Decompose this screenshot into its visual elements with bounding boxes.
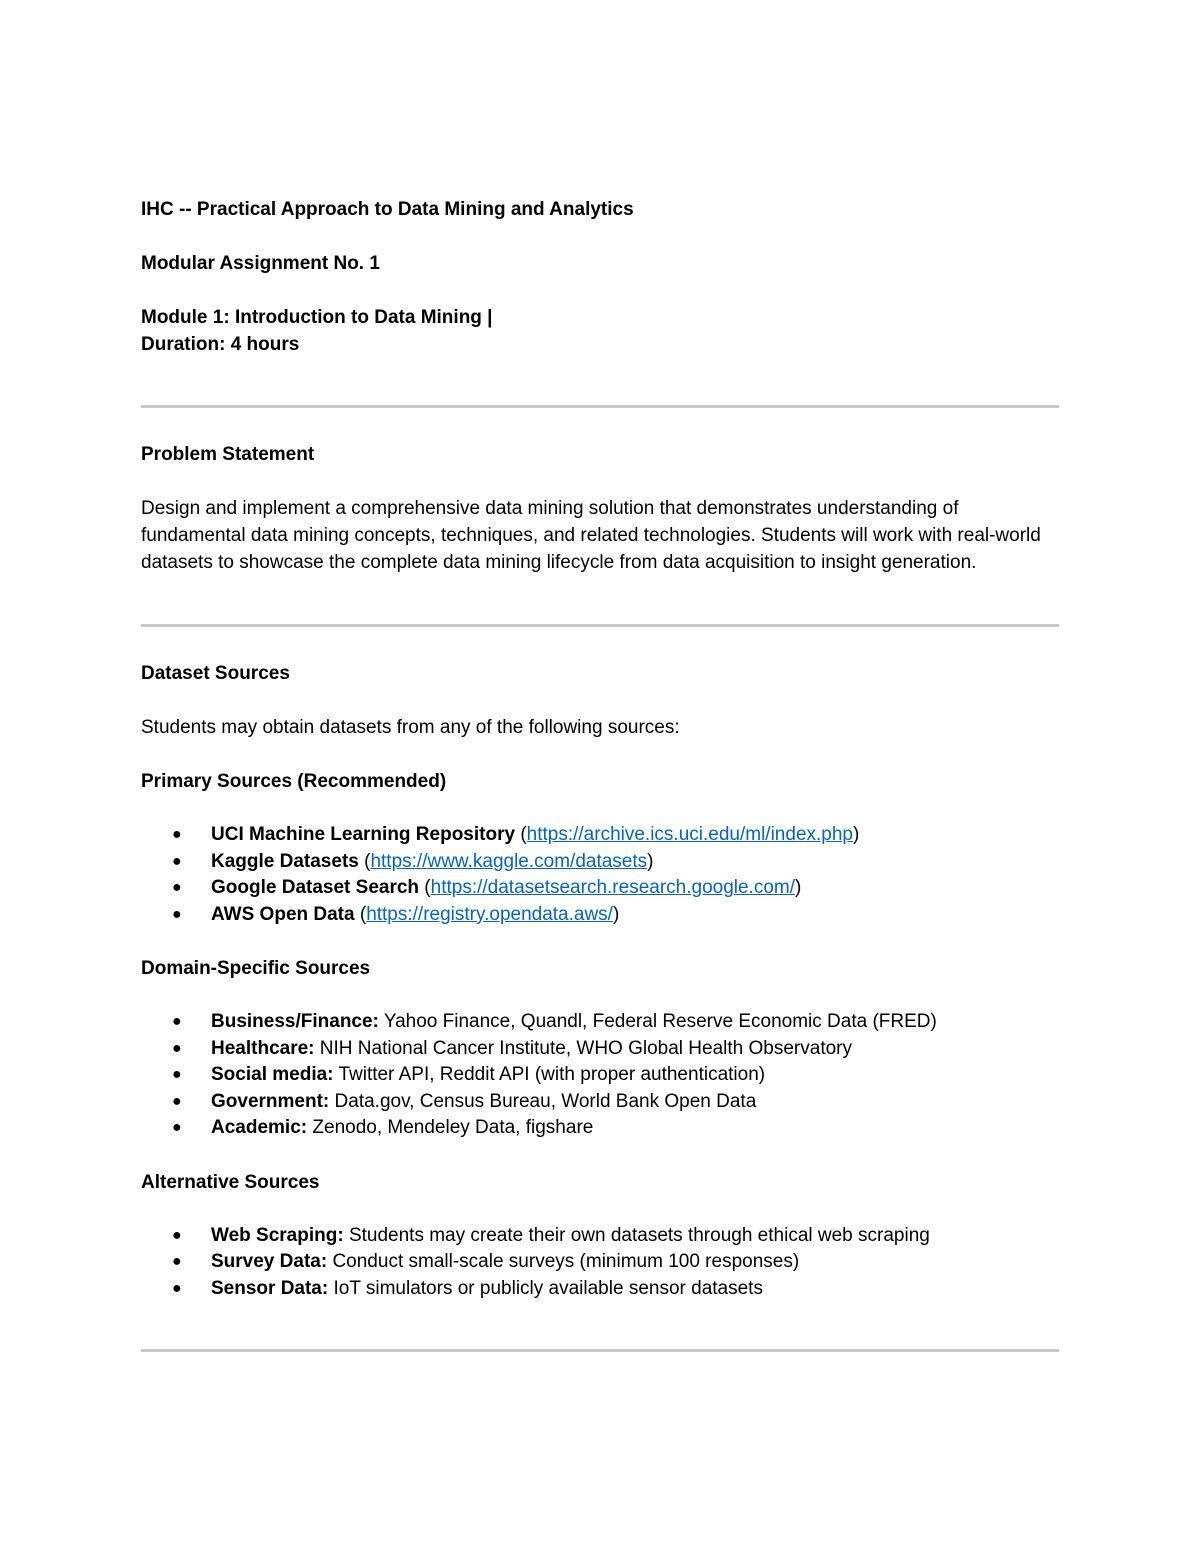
list-item: ● Government: Data.gov, Census Bureau, World Bank Open Data — [141, 1089, 1059, 1116]
domain-sources-heading: Domain-Specific Sources — [141, 958, 371, 979]
bullet-icon: ● — [172, 1226, 182, 1244]
bullet-icon: ● — [172, 1013, 182, 1030]
source-link[interactable]: https://registry.opendata.aws/ — [366, 903, 613, 925]
alternative-sources-list — [141, 1223, 1059, 1303]
duration-label: Duration: 4 hours — [141, 334, 300, 355]
assignment-title: Modular Assignment No. 1 — [141, 253, 380, 274]
bullet-icon: ● — [172, 1119, 182, 1136]
list-item: ● Kaggle Datasets (https://www.kaggle.com/datasets) — [141, 849, 1059, 876]
section-divider — [141, 1349, 1059, 1352]
list-item: ● Sensor Data: IoT simulators or publicly available sensor datasets — [141, 1276, 1059, 1303]
list-item: ● Healthcare: NIH National Cancer Institute, WHO Global Health Observatory — [141, 1036, 1059, 1063]
bullet-icon: ● — [172, 1253, 182, 1270]
list-item: ● Academic: Zenodo, Mendeley Data, figshare — [141, 1115, 1059, 1142]
datasets-intro: Students may obtain datasets from any of the following sources: — [141, 717, 680, 738]
domain-sources-list — [141, 1009, 1059, 1142]
bullet-icon: ● — [172, 826, 182, 843]
bullet-icon: ● — [172, 1066, 182, 1083]
datasets-heading: Dataset Sources — [141, 663, 290, 684]
module-title: Module 1: Introduction to Data Mining | — [141, 307, 493, 328]
list-item: ● Survey Data: Conduct small-scale surveys (minimum 100 responses) — [141, 1249, 1059, 1276]
bullet-icon: ● — [172, 879, 182, 896]
document-content — [141, 196, 1059, 1352]
bullet-icon: ● — [172, 905, 182, 923]
list-item: ● Web Scraping: Students may create their own datasets through ethical web scraping — [141, 1223, 1059, 1250]
source-link[interactable]: https://www.kaggle.com/datasets — [370, 850, 648, 872]
source-link[interactable]: https://datasetsearch.research.google.com/ — [430, 877, 796, 898]
list-item: ● Business/Finance: Yahoo Finance, Quandl, Federal Reserve Economic Data (FRED) — [141, 1009, 1059, 1036]
alternative-sources-heading: Alternative Sources — [141, 1171, 320, 1193]
list-item: ● Google Dataset Search (https://datasetsearch.research.google.com/) — [141, 875, 1059, 902]
primary-sources-list — [141, 822, 1059, 928]
list-item: ● Social media: Twitter API, Reddit API (with proper authentication) — [141, 1062, 1059, 1089]
primary-sources-heading: Primary Sources (Recommended) — [141, 771, 447, 792]
bullet-icon: ● — [172, 1279, 182, 1297]
problem-heading: Problem Statement — [141, 444, 315, 465]
problem-text: Design and implement a comprehensive data mining solution that demonstrates understanding of fundamental data mining concepts, techniques, and related technologies. Students will work with real-world datasets to showcase the complete data mining lifecycle from data acquisition to insight generation. — [141, 498, 1041, 573]
course-title: IHC -- Practical Approach to Data Mining and Analytics — [141, 199, 634, 220]
bullet-icon: ● — [172, 1039, 182, 1057]
list-item: ● AWS Open Data (https://registry.opendata.aws/) — [141, 902, 1059, 929]
source-link[interactable]: https://archive.ics.uci.edu/ml/index.php — [526, 824, 853, 845]
list-item: ● UCI Machine Learning Repository (https://archive.ics.uci.edu/ml/index.php) — [141, 822, 1059, 849]
bullet-icon: ● — [172, 1092, 182, 1110]
bullet-icon: ● — [172, 852, 182, 870]
